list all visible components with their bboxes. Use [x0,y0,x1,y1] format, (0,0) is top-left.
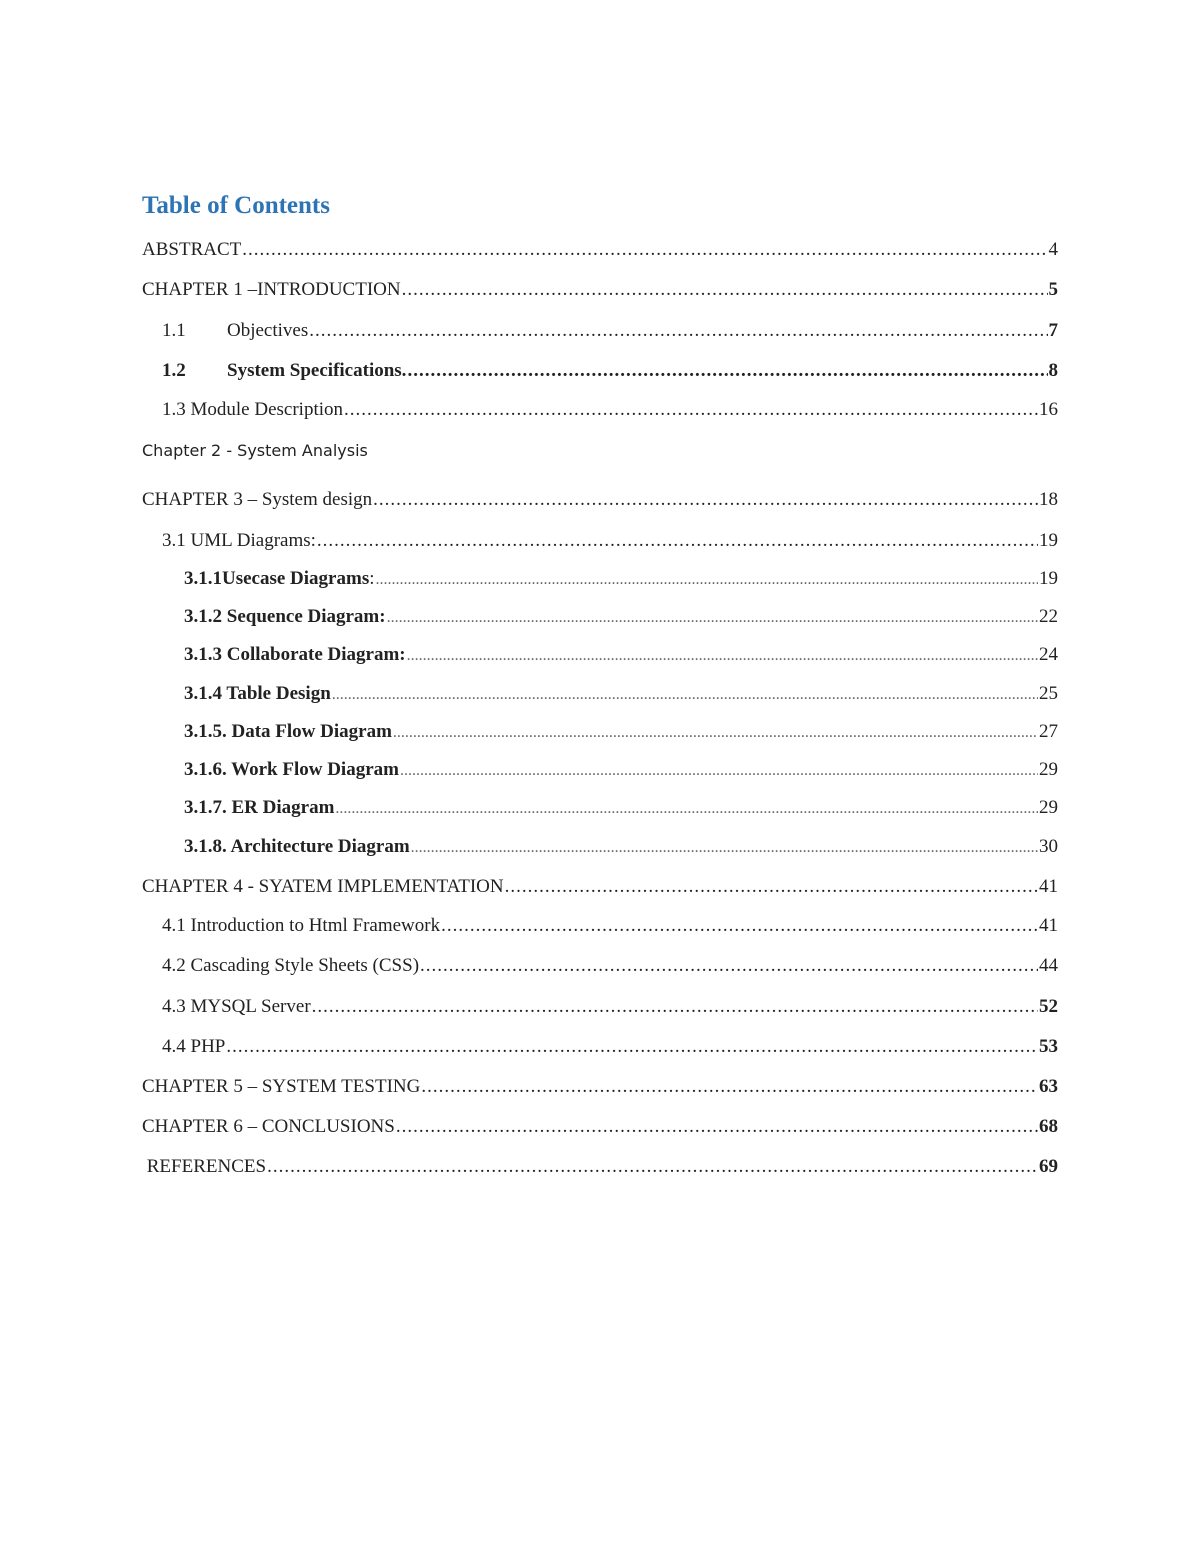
toc-entry-label: CHAPTER 6 – CONCLUSIONS [142,1116,395,1137]
toc-entry-label [184,567,375,591]
toc-entry-1-1[interactable] [162,319,1058,343]
toc-entry-label: CHAPTER 5 – SYSTEM TESTING [142,1076,421,1097]
toc-page-number: 5 [1048,279,1058,300]
toc-entry-label: 4.3 MYSQL Server [162,996,311,1017]
toc-entry-references[interactable] [142,1155,1058,1179]
toc-leader [441,914,1038,938]
toc-entry-chapter-2[interactable]: Chapter 2 - System Analysis [142,441,368,460]
toc-entry-3-1-4[interactable] [184,682,1058,707]
toc-entry-3-1-5[interactable] [184,720,1058,745]
toc-page-number: 30 [1039,836,1058,857]
toc-entry-4-3[interactable] [162,995,1058,1019]
toc-entry-chapter-4[interactable] [142,875,1058,899]
toc-entry-4-4[interactable] [162,1035,1058,1059]
toc-entry-label: REFERENCES [142,1156,267,1177]
toc-entry-label: CHAPTER 3 – System design [142,489,373,510]
toc-leader [387,606,1038,630]
toc-leader [421,1075,1038,1099]
toc-entry-label: 4.4 PHP [162,1036,226,1057]
toc-entry-1-2[interactable] [162,359,1058,383]
toc-page-number: 4 [1048,239,1058,260]
toc-leader [407,359,1047,383]
toc-page-number: 69 [1039,1156,1058,1177]
toc-page-number: 68 [1039,1116,1058,1137]
toc-page-number: 22 [1039,606,1058,627]
toc-leader [267,1155,1038,1179]
toc-entry-chapter-3[interactable] [142,488,1058,512]
toc-leader [400,759,1038,783]
toc-entry-text: Objectives [227,320,309,341]
toc-page-number: 63 [1039,1076,1058,1097]
toc-page-number: 16 [1039,399,1058,420]
toc-entry-text: 3.1.1Usecase Diagrams [184,568,370,589]
toc-entry-label: 3.1.3 Collaborate Diagram: [184,644,406,665]
toc-page-number: 53 [1039,1036,1058,1057]
toc-page-number: 29 [1039,759,1058,780]
toc-entry-label: 3.1.8. Architecture Diagram [184,836,410,857]
toc-leader [344,398,1038,422]
toc-leader [505,875,1038,899]
toc-leader [226,1035,1038,1059]
toc-entry-number: 1.1 [162,320,186,341]
toc-leader [396,1115,1038,1139]
toc-entry-suffix: : [369,568,375,589]
toc-entry-label: 4.1 Introduction to Html Framework [162,915,441,936]
toc-leader [335,797,1038,821]
toc-page-number: 18 [1039,489,1058,510]
toc-leader [317,529,1038,553]
toc-page-number: 7 [1048,320,1058,341]
toc-leader [242,238,1047,262]
toc-entry-chapter-6[interactable] [142,1115,1058,1139]
toc-entry-3-1-1[interactable] [184,567,1058,592]
toc-page-number: 19 [1039,530,1058,551]
toc-page-number: 24 [1039,644,1058,665]
toc-entry-label: 3.1 UML Diagrams: [162,530,316,551]
toc-leader [373,488,1038,512]
toc-entry-3-1[interactable] [162,529,1058,553]
toc-entry-label: 3.1.6. Work Flow Diagram [184,759,399,780]
toc-entry-1-3[interactable] [162,398,1058,422]
toc-leader [407,644,1038,668]
toc-entry-label [162,319,308,343]
toc-entry-label: 3.1.5. Data Flow Diagram [184,721,392,742]
toc-leader [411,836,1038,860]
toc-page-number: 8 [1048,360,1058,381]
toc-entry-label [162,359,406,383]
toc-page-number: 27 [1039,721,1058,742]
toc-leader [332,683,1038,707]
toc-page-number: 19 [1039,568,1058,589]
toc-page-number: 52 [1039,996,1058,1017]
toc-entry-3-1-6[interactable] [184,758,1058,783]
toc-entry-label: CHAPTER 1 –INTRODUCTION [142,279,401,300]
toc-page-number: 44 [1039,955,1058,976]
toc-leader [402,278,1048,302]
toc-leader [309,319,1047,343]
toc-entry-label: 1.3 Module Description [162,399,344,420]
toc-entry-chapter-5[interactable] [142,1075,1058,1099]
toc-page-number: 41 [1039,915,1058,936]
toc-entry-chapter-1[interactable] [142,278,1058,302]
toc-page-number: 29 [1039,797,1058,818]
toc-entry-label: 3.1.4 Table Design [184,683,331,704]
toc-entry-4-2[interactable] [162,954,1058,978]
toc-entry-4-1[interactable] [162,914,1058,938]
toc-title: Table of Contents [142,192,330,219]
toc-entry-3-1-8[interactable] [184,835,1058,860]
toc-page-number: 25 [1039,683,1058,704]
toc-entry-label: 4.2 Cascading Style Sheets (CSS) [162,955,420,976]
toc-leader [393,721,1038,745]
toc-entry-number: 1.2 [162,360,186,381]
toc-entry-label: 3.1.2 Sequence Diagram: [184,606,386,627]
toc-entry-label: 3.1.7. ER Diagram [184,797,335,818]
toc-entry-text: System Specifications. [227,360,407,381]
toc-leader [376,568,1039,592]
toc-entry-3-1-3[interactable] [184,643,1058,668]
toc-leader [312,995,1038,1019]
toc-entry-label: CHAPTER 4 - SYATEM IMPLEMENTATION [142,876,504,897]
toc-entry-3-1-7[interactable] [184,796,1058,821]
toc-page-number: 41 [1039,876,1058,897]
toc-entry-3-1-2[interactable] [184,605,1058,630]
toc-leader [420,954,1038,978]
toc-entry-label: ABSTRACT [142,239,242,260]
toc-entry-abstract[interactable] [142,238,1058,262]
